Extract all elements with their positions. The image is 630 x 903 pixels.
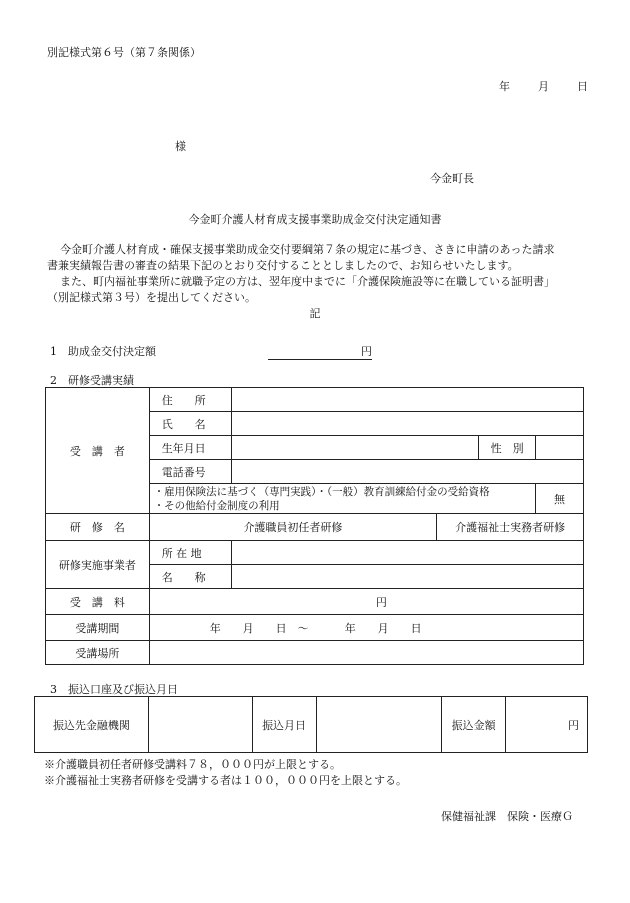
location-value [231,541,583,565]
date-month: 月 [538,80,549,93]
amount-unit: 円 [506,697,588,753]
period-end: 年 月 日 [344,621,422,635]
footer-department: 保健福祉課 保険・医療Ｇ [441,810,573,823]
body-line-3: また、町内福祉事業所に就職予定の方は、翌年度中までに「介護保険施設等に在職している証明書」 [60,275,555,288]
body-line-1: 今金町介護人材育成・確保支援事業助成金交付要綱第７条の規定に基づき、さきに申請のあった請求 [60,243,555,256]
transfer-table [34,696,588,753]
benefit-eligibility [149,484,535,514]
grant-amount-unit: 円 [361,345,372,358]
section-2-label: 2 研修受講実績 [50,374,134,387]
sex-value [536,436,584,460]
date-day: 日 [577,80,588,93]
grant-amount-field [268,343,372,360]
provider-name-label: 名 称 [149,565,231,589]
name-label: 氏 名 [149,412,231,436]
course-option-2: 介護福祉士実務者研修 [437,514,584,541]
bank-label: 振込先金融機関 [35,697,149,753]
bank-value [148,697,252,753]
benefit-line-2: ・その他給付金制度の利用 [153,499,280,512]
phone-value [231,460,583,484]
place-value [149,641,583,665]
form-number: 別記様式第６号（第７条関係） [47,46,201,59]
note-2: ※介護福祉士実務者研修を受講する者は１００，０００円を上限とする。 [44,774,407,787]
address-label: 住 所 [149,388,231,412]
addressee: 様 [175,140,186,153]
ki-heading: 記 [309,307,321,320]
course-option-1: 介護職員初任者研修 [149,514,437,541]
note-1: ※介護職員初任者研修受講料７８，０００円が上限とする。 [44,758,341,771]
date-year: 年 [499,80,510,93]
transfer-date-value [316,697,442,753]
document-title: 今金町介護人材育成支援事業助成金交付決定通知書 [188,213,442,226]
sex-label: 性 別 [479,436,536,460]
issuer: 今金町長 [430,172,474,185]
course-label: 研 修 名 [46,514,150,541]
provider-name-value [231,565,583,589]
section-1-label: 1 助成金交付決定額 [50,345,156,358]
provider-label: 研修実施事業者 [46,541,150,589]
fee-label: 受 講 料 [46,589,150,615]
place-label: 受講場所 [46,641,150,665]
period-start: 年 月 日 ～ [209,621,309,635]
birth-value [231,436,479,460]
body-line-4: （別記様式第３号）を提出してください。 [47,291,256,304]
training-table [45,387,584,665]
period-value [149,615,583,641]
trainee-label: 受 講 者 [46,388,150,514]
section-3-label: 3 振込口座及び振込月日 [50,683,178,696]
amount-label: 振込金額 [442,697,506,753]
benefit-value: 無 [536,484,584,514]
fee-unit: 円 [149,589,583,615]
body-line-2: 書兼実績報告書の審査の結果下記のとおり交付することとしましたので、お知らせいたします。 [47,259,519,272]
benefit-line-1: ・雇用保険法に基づく（専門実践）・（一般）教育訓練給付金の受給資格 [153,485,490,498]
transfer-date-label: 振込月日 [252,697,316,753]
date-line [499,78,588,94]
address-value [231,388,583,412]
name-value [231,412,583,436]
phone-label: 電話番号 [149,460,231,484]
location-label: 所 在 地 [149,541,231,565]
period-label: 受講期間 [46,615,150,641]
birth-label: 生年月日 [149,436,231,460]
